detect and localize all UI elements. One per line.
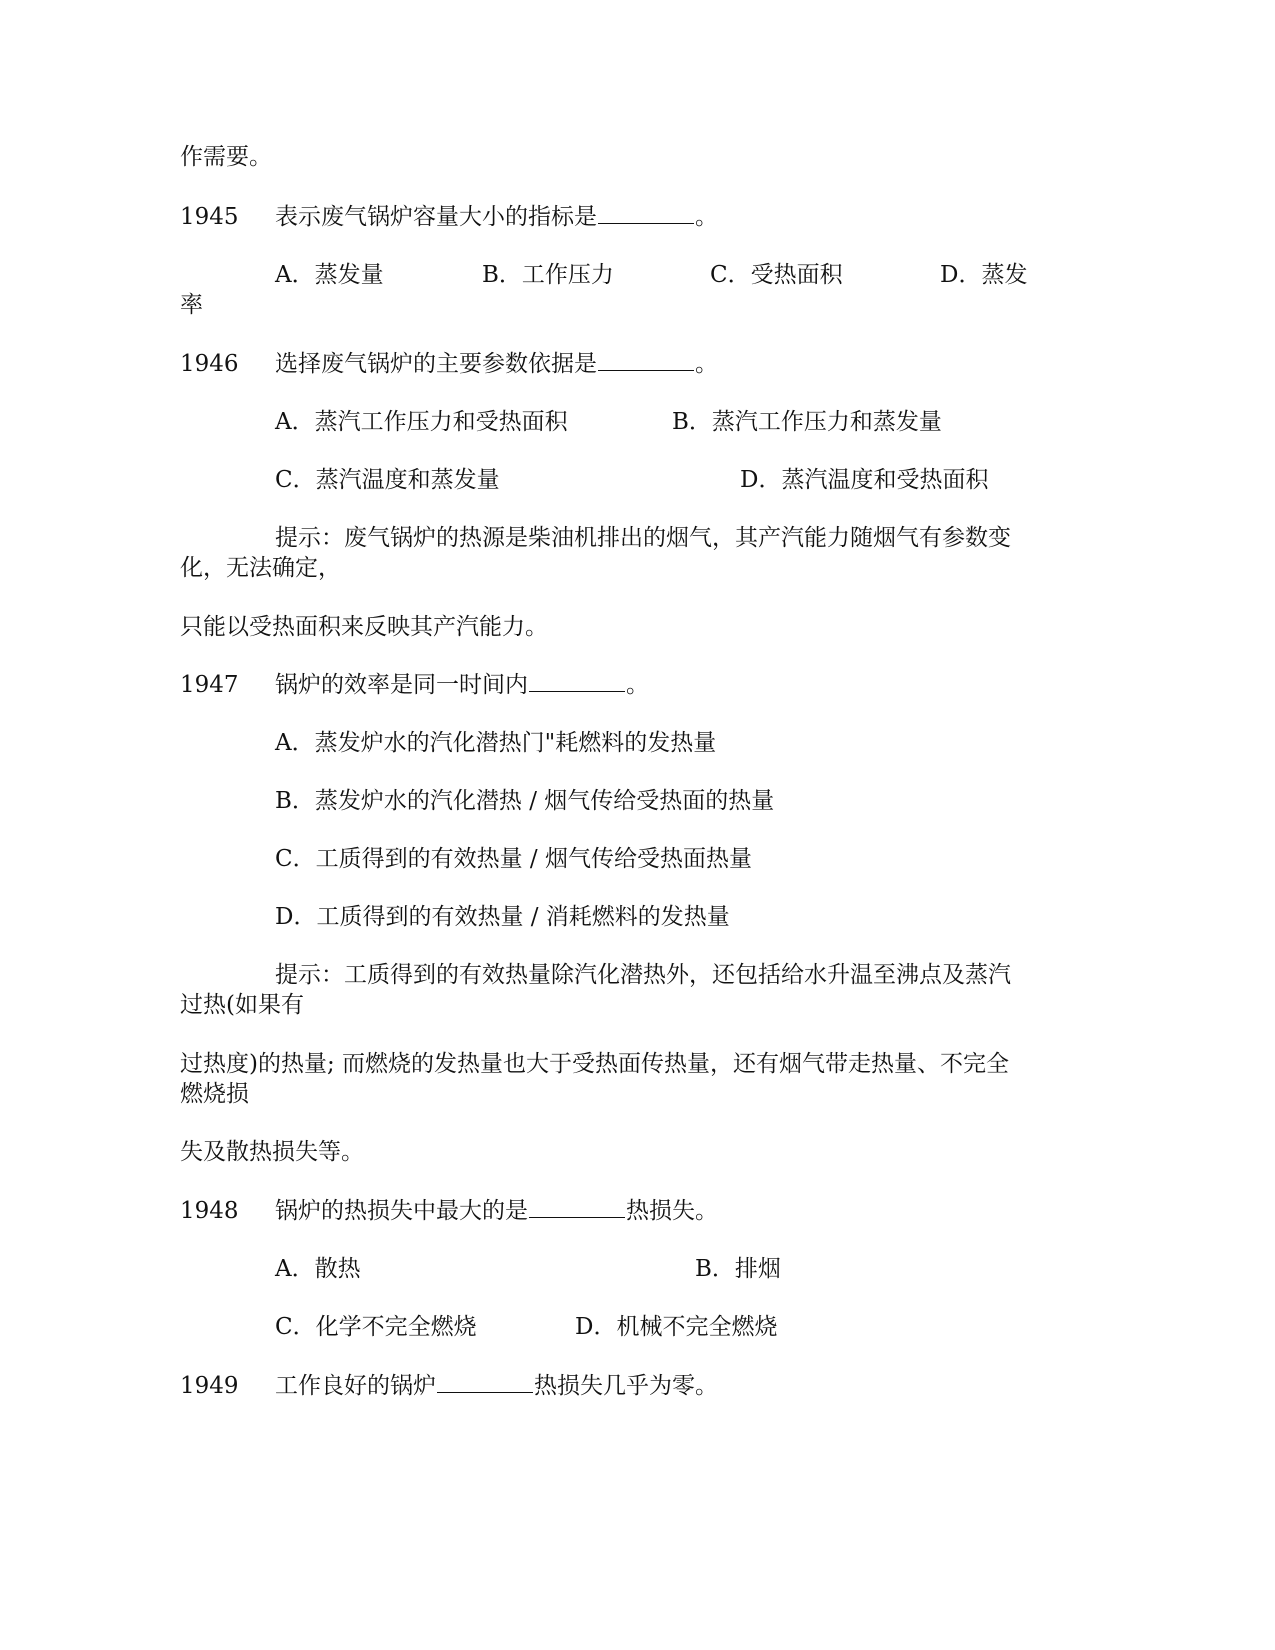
option-c: C．受热面积	[710, 262, 843, 288]
question-stem: 锅炉的效率是同一时间内 。	[275, 672, 649, 698]
hint-text: 过热(如果有	[180, 992, 304, 1018]
option-a: A．散热	[275, 1256, 361, 1282]
option-d: D．机械不完全燃烧	[575, 1314, 778, 1340]
question-number: 1945	[180, 204, 239, 230]
option-b: B．蒸发炉水的汽化潜热 / 烟气传给受热面的热量	[275, 788, 775, 814]
option-c: C．蒸汽温度和蒸发量	[275, 467, 500, 493]
continued-text: 作需要。	[180, 144, 272, 170]
hint-text: 提示：工质得到的有效热量除汽化潜热外，还包括给水升温至沸点及蒸汽	[275, 962, 1011, 988]
question-stem: 锅炉的热损失中最大的是 热损失。	[275, 1198, 718, 1224]
answer-blank	[437, 1371, 533, 1393]
hint-text: 燃烧损	[180, 1081, 249, 1107]
answer-blank	[598, 202, 694, 224]
option-c: C．工质得到的有效热量 / 烟气传给受热面热量	[275, 846, 752, 872]
option-a: A．蒸发炉水的汽化潜热门"耗燃料的发热量	[275, 730, 717, 756]
option-b: B．蒸汽工作压力和蒸发量	[672, 409, 942, 435]
option-d: D．工质得到的有效热量 / 消耗燃料的发热量	[275, 904, 730, 930]
hint-text: 只能以受热面积来反映其产汽能力。	[180, 614, 548, 640]
option-a: A．蒸发量	[275, 262, 384, 288]
question-stem: 工作良好的锅炉 热损失几乎为零。	[275, 1373, 718, 1399]
option-b: B．工作压力	[482, 262, 614, 288]
hint-text: 过热度)的热量; 而燃烧的发热量也大于受热面传热量，还有烟气带走热量、不完全	[180, 1051, 1010, 1077]
option-a: A．蒸汽工作压力和受热面积	[275, 409, 568, 435]
answer-blank	[598, 349, 694, 371]
question-number: 1947	[180, 672, 239, 698]
option-d: D．蒸汽温度和受热面积	[740, 467, 989, 493]
question-stem: 选择废气锅炉的主要参数依据是 。	[275, 351, 718, 377]
hint-text: 失及散热损失等。	[180, 1139, 364, 1165]
answer-blank	[529, 1196, 625, 1218]
question-number: 1949	[180, 1373, 239, 1399]
answer-blank	[529, 670, 625, 692]
option-d-continued: 率	[180, 292, 203, 318]
option-b: B．排烟	[695, 1256, 781, 1282]
option-c: C．化学不完全燃烧	[275, 1314, 477, 1340]
question-number: 1946	[180, 351, 239, 377]
question-stem: 表示废气锅炉容量大小的指标是 。	[275, 204, 718, 230]
question-number: 1948	[180, 1198, 239, 1224]
option-d: D．蒸发	[940, 262, 1028, 288]
hint-text: 提示：废气锅炉的热源是柴油机排出的烟气，其产汽能力随烟气有参数变	[275, 525, 1011, 551]
hint-text: 化，无法确定，	[180, 555, 341, 581]
